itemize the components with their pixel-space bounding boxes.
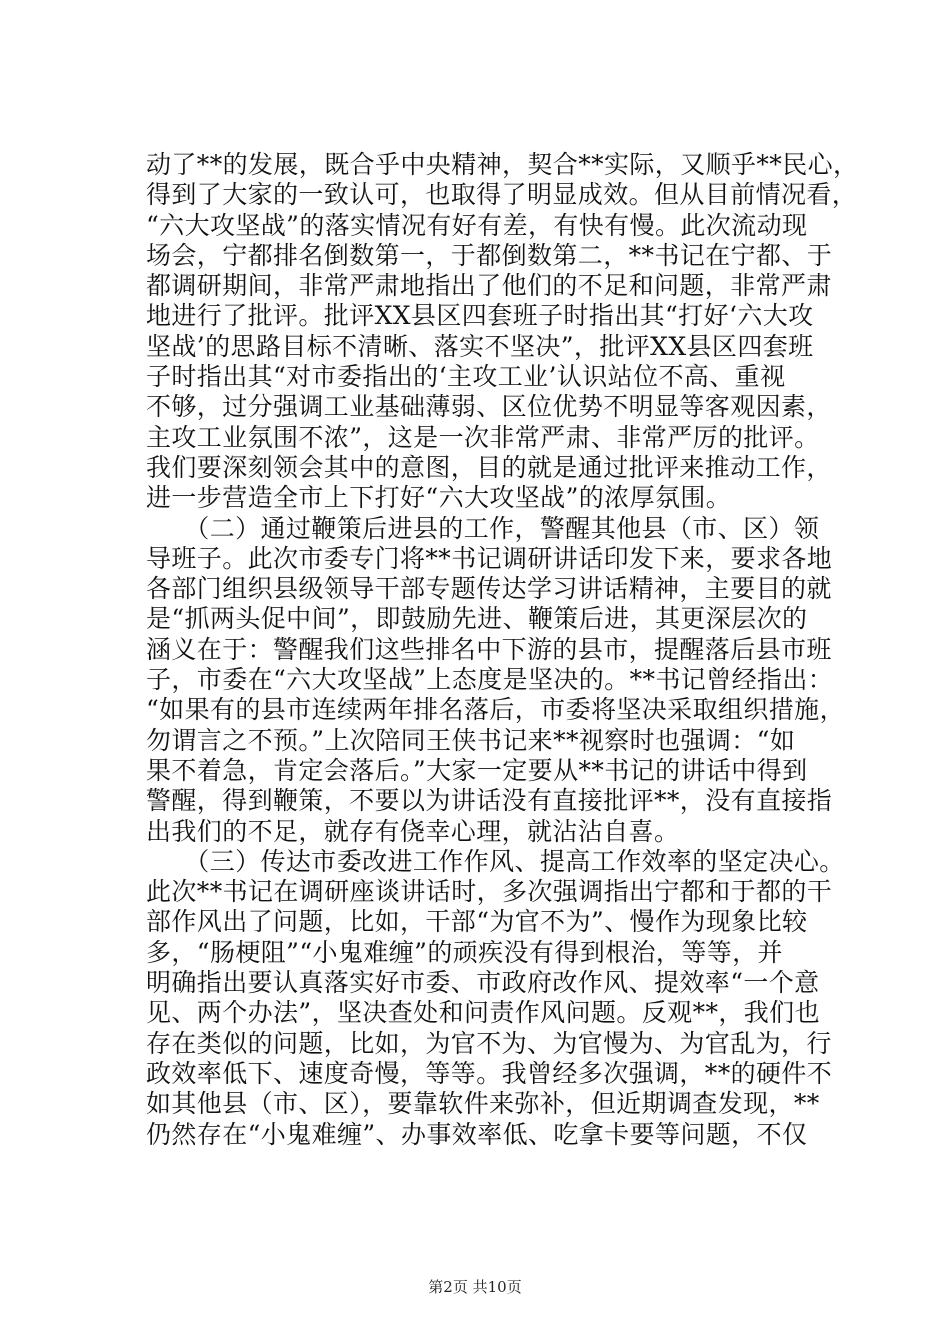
paragraph-start-line: （二）通过鞭策后进县的工作，警醒其他县（市、区）领 — [146, 513, 820, 543]
text-line: 多，“肠梗阻”“小鬼难缠”的顽疾没有得到根治，等等，并 — [146, 937, 783, 967]
text-line: 动了**的发展，既合乎中央精神，契合**实际，又顺乎**民心， — [146, 150, 859, 179]
text-line: 是“抓两头促中间”，即鼓励先进、鞭策后进，其更深层次的 — [146, 604, 808, 634]
document-body — [146, 150, 859, 1150]
text-line: 如其他县（市、区），要靠软件来弥补，但近期调查发现，** — [146, 1089, 820, 1119]
text-line: 勿谓言之不预。”上次陪同王侠书记来**视察时也强调：“如 — [146, 725, 796, 755]
text-line: “如果有的县市连续两年排名落后，市委将坚决采取组织措施， — [146, 695, 845, 725]
text-line: 见、两个办法”，坚决查处和问责作风问题。反观**，我们也 — [146, 998, 820, 1028]
text-line: 场会，宁都排名倒数第一，于都倒数第二，**书记在宁都、于 — [146, 240, 833, 270]
text-line: 各部门组织县级领导干部专题传达学习讲话精神，主要目的就 — [146, 574, 832, 604]
text-line: 都调研期间，非常严肃地指出了他们的不足和问题，非常严肃 — [146, 271, 832, 301]
text-line: 仍然存在“小鬼难缠”、办事效率低、吃拿卡要等问题，不仅 — [146, 1119, 808, 1149]
text-line: 政效率低下、速度奇慢，等等。我曾经多次强调，**的硬件不 — [146, 1058, 833, 1088]
page-number-footer: 第2页 共10页 — [428, 1278, 522, 1296]
text-line: 警醒，得到鞭策，不要以为讲话没有直接批评**，没有直接指 — [146, 786, 833, 816]
text-line: 部作风出了问题，比如，干部“为官不为”、慢作为现象比较 — [146, 907, 808, 937]
text-line: 主攻工业氛围不浓”，这是一次非常严肃、非常严厉的批评。 — [146, 422, 820, 452]
text-line: 果不着急，肯定会落后。”大家一定要从**书记的讲话中得到 — [146, 755, 808, 785]
text-line: 出我们的不足，就存有侥幸心理，就沾沾自喜。 — [146, 816, 680, 846]
text-line: “六大攻坚战”的落实情况有好有差，有快有慢。此次流动现 — [146, 210, 808, 240]
text-line: 进一步营造全市上下打好“六大攻坚战”的浓厚氛围。 — [146, 483, 732, 513]
text-line: 导班子。此次市委专门将**书记调研讲话印发下来，要求各地 — [146, 543, 833, 573]
text-line: 此次**书记在调研座谈讲话时，多次强调指出宁都和于都的干 — [146, 877, 833, 907]
text-line: 得到了大家的一致认可，也取得了明显成效。但从目前情况看， — [146, 180, 858, 210]
paragraph-start-line: （三）传达市委改进工作作风、提高工作效率的坚定决心。 — [146, 846, 845, 876]
text-line: 存在类似的问题，比如，为官不为、为官慢为、为官乱为，行 — [146, 1028, 832, 1058]
text-line: 不够，过分强调工业基础薄弱、区位优势不明显等客观因素， — [146, 392, 832, 422]
text-line: 我们要深刻领会其中的意图，目的就是通过批评来推动工作， — [146, 452, 832, 482]
text-line: 坚战’的思路目标不清晰、落实不坚决”，批评XX县区四套班 — [146, 331, 814, 361]
text-line: 子时指出其“对市委指出的‘主攻工业’认识站位不高、重视 — [146, 362, 786, 392]
text-line: 涵义在于：警醒我们这些排名中下游的县市，提醒落后县市班 — [146, 634, 832, 664]
text-line: 明确指出要认真落实好市委、市政府改作风、提效率“一个意 — [146, 968, 820, 998]
text-line: 地进行了批评。批评XX县区四套班子时指出其“打好‘六大攻 — [146, 301, 814, 331]
text-line: 子，市委在“六大攻坚战”上态度是坚决的。**书记曾经指出： — [146, 665, 834, 695]
